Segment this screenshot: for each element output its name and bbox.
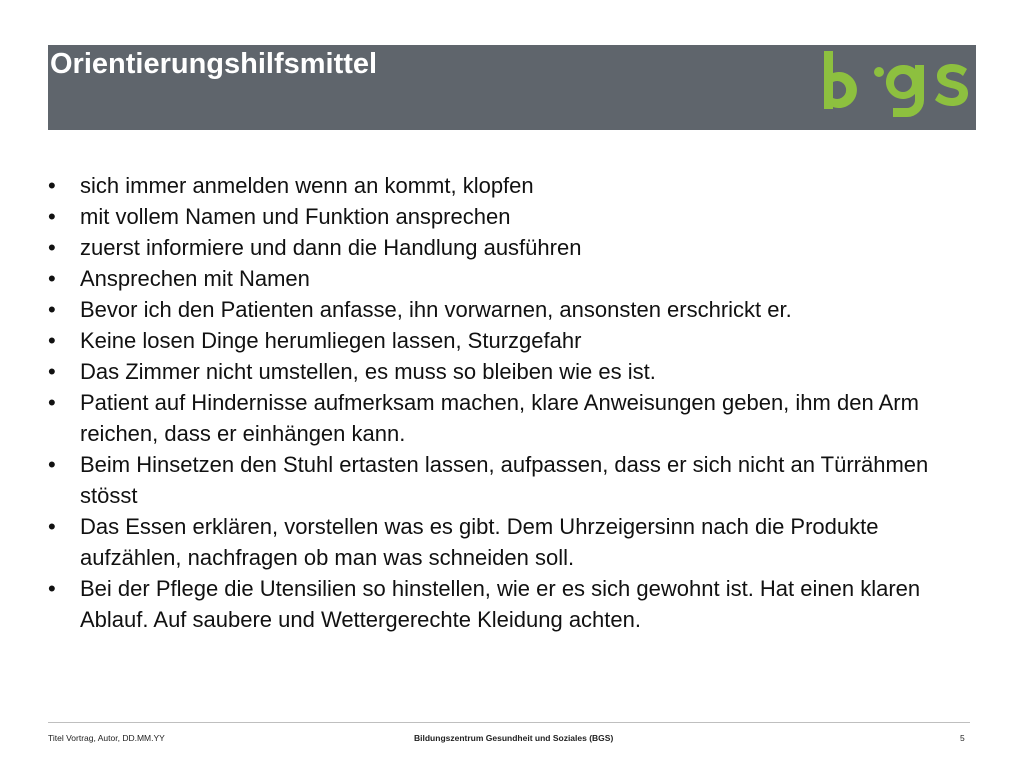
bullet-marker: • (48, 297, 56, 322)
bullet-text: zuerst informiere und dann die Handlung ausführen (80, 235, 582, 260)
footer-presentation-info: Titel Vortrag, Autor, DD.MM.YY (48, 733, 165, 743)
bullet-marker: • (48, 173, 56, 198)
bullet-text: Ansprechen mit Namen (80, 266, 310, 291)
bullet-marker: • (48, 204, 56, 229)
bgs-logo-icon (821, 45, 971, 130)
bullet-item (48, 387, 968, 449)
bullet-text: Das Zimmer nicht umstellen, es muss so bleiben wie es ist. (80, 359, 656, 384)
bullet-item (48, 325, 968, 356)
bullet-item (48, 232, 968, 263)
bullet-marker: • (48, 576, 56, 601)
bullet-item (48, 449, 968, 511)
bullet-item (48, 573, 968, 635)
footer-page-number: 5 (960, 733, 965, 743)
slide-title: Orientierungshilfsmittel (50, 48, 378, 80)
bullet-marker: • (48, 390, 56, 415)
footer-divider (48, 722, 970, 723)
footer-organization: Bildungszentrum Gesundheit und Soziales (BGS) (414, 733, 614, 743)
bullet-text: Bevor ich den Patienten anfasse, ihn vorwarnen, ansonsten erschrickt er. (80, 297, 792, 322)
bullet-item (48, 356, 968, 387)
bullet-content (48, 170, 968, 635)
bullet-marker: • (48, 266, 56, 291)
bullet-item (48, 201, 968, 232)
bullet-item (48, 170, 968, 201)
bullet-item (48, 294, 968, 325)
bullet-marker: • (48, 328, 56, 353)
bullet-item (48, 263, 968, 294)
slide-header (48, 45, 976, 130)
bullet-text: sich immer anmelden wenn an kommt, klopfen (80, 173, 534, 198)
bullet-text: Das Essen erklären, vorstellen was es gibt. Dem Uhrzeigersinn nach die Produkte aufzählen, nachfragen ob man was schneiden soll. (80, 514, 879, 570)
bullet-text: Bei der Pflege die Utensilien so hinstellen, wie er es sich gewohnt ist. Hat einen klaren Ablauf. Auf saubere und Wettergerechte Kleidung achten. (80, 576, 921, 632)
bullet-text: Patient auf Hindernisse aufmerksam machen, klare Anweisungen geben, ihm den Arm reichen, dass er einhängen kann. (80, 390, 919, 446)
bullet-text: mit vollem Namen und Funktion ansprechen (80, 204, 511, 229)
bullet-marker: • (48, 359, 56, 384)
bullet-marker: • (48, 514, 56, 539)
bullet-marker: • (48, 235, 56, 260)
bullet-item (48, 511, 968, 573)
bullet-text: Keine losen Dinge herumliegen lassen, Sturzgefahr (80, 328, 582, 353)
bullet-marker: • (48, 452, 56, 477)
bullet-text: Beim Hinsetzen den Stuhl ertasten lassen, aufpassen, dass er sich nicht an Türrähmen stösst (80, 452, 929, 508)
bullet-list (48, 170, 968, 635)
